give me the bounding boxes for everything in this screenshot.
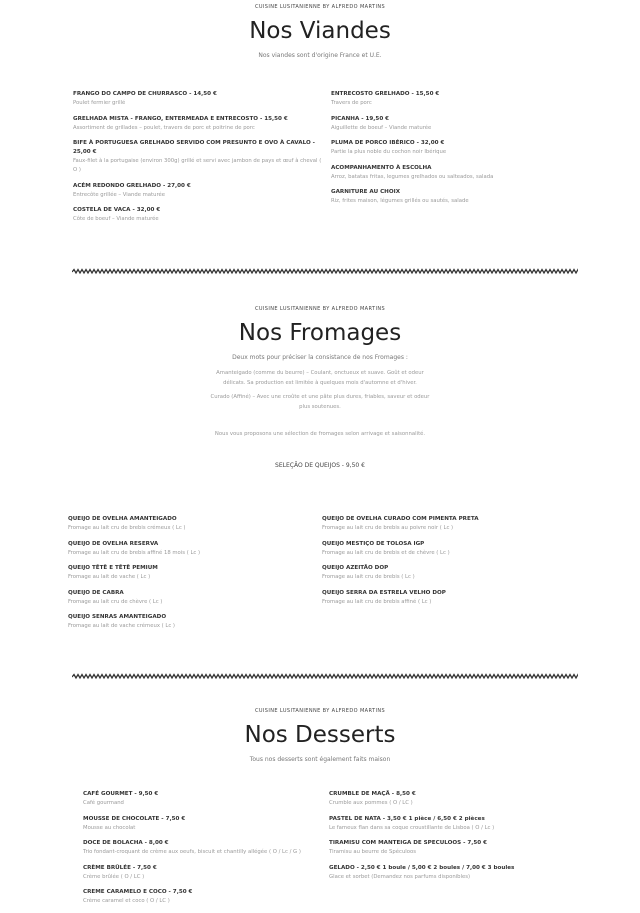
item-name: PLUMA DE PORCO IBÉRICO - 32,00 € [331, 140, 445, 146]
item-name: QUEIJO MESTIÇO DE TOLOSA IGP [322, 540, 425, 547]
item-description: Fromage au lait cru de brebis ( Lc ) [322, 574, 415, 580]
item-description: Fromage au lait de vache crémeux ( Lc ) [68, 623, 175, 629]
menu-item [68, 564, 318, 582]
item-description: Café gourmand [83, 800, 124, 806]
item-name: CREME CARAMELO E COCO - 7,50 € [83, 889, 193, 895]
item-description: Trio fondant-croquant de crème aux oeufs, biscuit et chantilly allégée ( O / Lc / G ) [83, 849, 301, 855]
item-name: QUEIJO DE CABRA [68, 589, 124, 596]
menu-item [83, 815, 323, 833]
right-column [331, 90, 581, 231]
item-description: Fromage au lait cru de brebis affiné 18 mois ( Lc ) [68, 549, 201, 556]
item-description: Fromage au lait cru de brebis au poivre noir ( Lc ) [322, 525, 454, 531]
menu-item [322, 540, 572, 558]
item-name: CRÈME BRÛLÉE - 7,50 € [83, 864, 157, 871]
item-name: CAFÉ GOURMET - 9,50 € [83, 791, 159, 797]
menu-item [331, 90, 581, 108]
menu-item [83, 839, 323, 857]
desserts-menu [83, 790, 589, 913]
item-name: QUEIJO SENRAS AMANTEIGADO [68, 614, 167, 620]
item-description: Faux-filet à la portugaise (environ 300g) grillé et servi avec jambon de pays et œuf à cheval ( O ) [73, 158, 322, 173]
item-name: BIFE À PORTUGUESA GRELHADO SERVIDO COM PRESUNTO E OVO À CAVALO - 25,00 € [73, 140, 315, 155]
section-title: Nos Fromages [238, 320, 402, 346]
left-column [73, 90, 323, 231]
item-description: Fromage au lait cru de brebis et de chèvre ( Lc ) [322, 549, 450, 556]
item-description: Le fameux flan dans sa coque croustillante de Lisboa ( O / Lc ) [329, 824, 495, 831]
item-description: Côte de boeuf – Viande maturée [73, 216, 159, 222]
menu-item [331, 164, 581, 182]
item-description: Glace et sorbet (Demandez nos parfums disponibles) [329, 873, 471, 880]
right-column [322, 515, 572, 638]
menu-item [68, 515, 318, 533]
description-amanteigado: Amanteigado (comme du beurre) – Coulant, onctueux et suave. Goût et odeur délicats. Sa production est limitée à quelques mois d'automne et d'hiver. [216, 370, 424, 386]
section-kicker: CUISINE LUSITANIENNE BY ALFREDO MARTINS [254, 306, 386, 312]
right-column [329, 790, 589, 913]
viandes-menu [73, 90, 581, 231]
item-name: TIRAMISU COM MANTEIGA DE SPECULOOS - 7,50 € [329, 840, 488, 846]
menu-item [329, 864, 589, 882]
item-description: Mousse au chocolat [83, 824, 136, 831]
section-kicker: CUISINE LUSITANIENNE BY ALFREDO MARTINS [254, 708, 386, 714]
section-subtitle: Tous nos desserts sont également faits maison [249, 756, 391, 763]
item-name: ACOMPANHAMENTO À ESCOLHA [331, 164, 432, 171]
menu-item [329, 839, 589, 857]
item-name: ENTRECOSTO GRELHADO - 15,50 € [331, 91, 440, 97]
item-name: GELADO - 2,50 € 1 boule / 5,00 € 2 boules / 7,00 € 3 boules [329, 864, 515, 871]
fromages-menu [68, 515, 572, 638]
menu-item [83, 790, 323, 808]
item-name: GARNITURE AU CHOIX [331, 189, 401, 195]
section-title: Nos Viandes [249, 18, 391, 44]
item-name: MOUSSE DE CHOCOLATE - 7,50 € [83, 815, 186, 822]
menu-item [322, 564, 572, 582]
item-description: Aiguillette de boeuf – Viande maturée [331, 124, 432, 131]
section-fromages [0, 306, 640, 469]
menu-item [331, 139, 581, 157]
item-description: Arroz, batatas fritas, legumes grelhados ou salteados, salada [331, 173, 494, 180]
section-desserts [0, 708, 640, 763]
menu-item [73, 182, 323, 200]
section-subtitle: Nos viandes sont d'origine France et U.E. [258, 52, 382, 59]
item-name: ACÉM REDONDO GRELHADO - 27,00 € [73, 182, 191, 189]
item-description: Poulet fermier grillé [73, 100, 126, 106]
menu-item [331, 188, 581, 206]
menu-item [322, 515, 572, 533]
item-name: QUEIJO DE OVELHA RESERVA [68, 540, 159, 547]
item-name: QUEIJO DE OVELHA AMANTEIGADO [68, 516, 177, 522]
item-name: QUEIJO AZEITÃO DOP [322, 565, 389, 571]
menu-item [68, 589, 318, 607]
item-description: Tiramisu au beurre de Spéculoos [329, 849, 417, 855]
menu-item [331, 115, 581, 133]
item-name: COSTELA DE VACA - 32,00 € [73, 207, 161, 213]
item-description: Crumble aux pommes ( O / LC ) [329, 800, 413, 806]
menu-item [329, 790, 589, 808]
item-name: QUEIJO TÊTÊ E TÊTÊ PEMIUM [68, 565, 158, 571]
item-name: FRANGO DO CAMPO DE CHURRASCO - 14,50 € [73, 91, 217, 97]
item-description: Partie la plus noble du cochon noir Ibérique [331, 149, 447, 155]
section-viandes [0, 4, 640, 59]
menu-item [73, 90, 323, 108]
item-description: Fromage au lait cru de brebis crémeux ( Lc ) [68, 525, 186, 531]
item-name: CRUMBLE DE MAÇÃ - 8,50 € [329, 791, 416, 797]
description-curado: Curado (Affiné) – Avec une croûte et une pâte plus dures, friables, saveur et odeur plus soutenues. [210, 394, 430, 410]
menu-item [73, 115, 323, 133]
item-name: PASTEL DE NATA - 3,50 € 1 pièce / 6,50 € 2 pièces [329, 815, 485, 822]
left-column [68, 515, 318, 638]
item-description: Fromage au lait de vache ( Lc ) [68, 574, 151, 580]
menu-item [73, 206, 323, 224]
wavy-divider [72, 673, 578, 681]
item-name: QUEIJO SERRA DA ESTRELA VELHO DOP [322, 589, 446, 596]
item-description: Fromage au lait cru de chèvre ( Lc ) [68, 598, 163, 605]
item-name: QUEIJO DE OVELHA CURADO COM PIMENTA PRETA [322, 516, 479, 522]
menu-item [68, 540, 318, 558]
item-name: DOCE DE BOLACHA - 8,00 € [83, 840, 169, 846]
wavy-divider [72, 268, 578, 276]
left-column [83, 790, 323, 913]
item-description: Assortiment de grillades – poulet, travers de porc et poitrine de porc [73, 124, 255, 131]
section-kicker: CUISINE LUSITANIENNE BY ALFREDO MARTINS [254, 4, 386, 10]
section-title: Nos Desserts [244, 722, 396, 748]
item-description: Riz, frites maison, légumes grillés ou sautés, salade [331, 198, 469, 204]
selection-price: SELEÇÃO DE QUEIJOS - 9,50 € [275, 461, 365, 469]
menu-item [322, 589, 572, 607]
menu-item [73, 139, 323, 175]
menu-item [68, 613, 318, 631]
section-subtitle: Deux mots pour préciser la consistance de nos Fromages : [232, 354, 408, 361]
item-description: Fromage au lait cru de brebis affiné ( Lc ) [322, 598, 432, 605]
item-description: Entrecôte grillée – Viande maturée [73, 191, 166, 198]
menu-item [83, 864, 323, 882]
item-description: Crème caramel et coco ( O / LC ) [83, 898, 170, 904]
selection-note: Nous vous proposons une sélection de fromages selon arrivage et saisonnalité. [214, 431, 426, 437]
menu-item [83, 888, 323, 906]
item-name: PICANHA - 19,50 € [331, 115, 390, 122]
item-name: GRELHADA MISTA - FRANGO, ENTERMEADA E ENTRECOSTO - 15,50 € [73, 115, 288, 122]
item-description: Crème brûlée ( O / LC ) [83, 873, 145, 880]
item-description: Travers de porc [331, 100, 372, 106]
menu-item [329, 815, 589, 833]
